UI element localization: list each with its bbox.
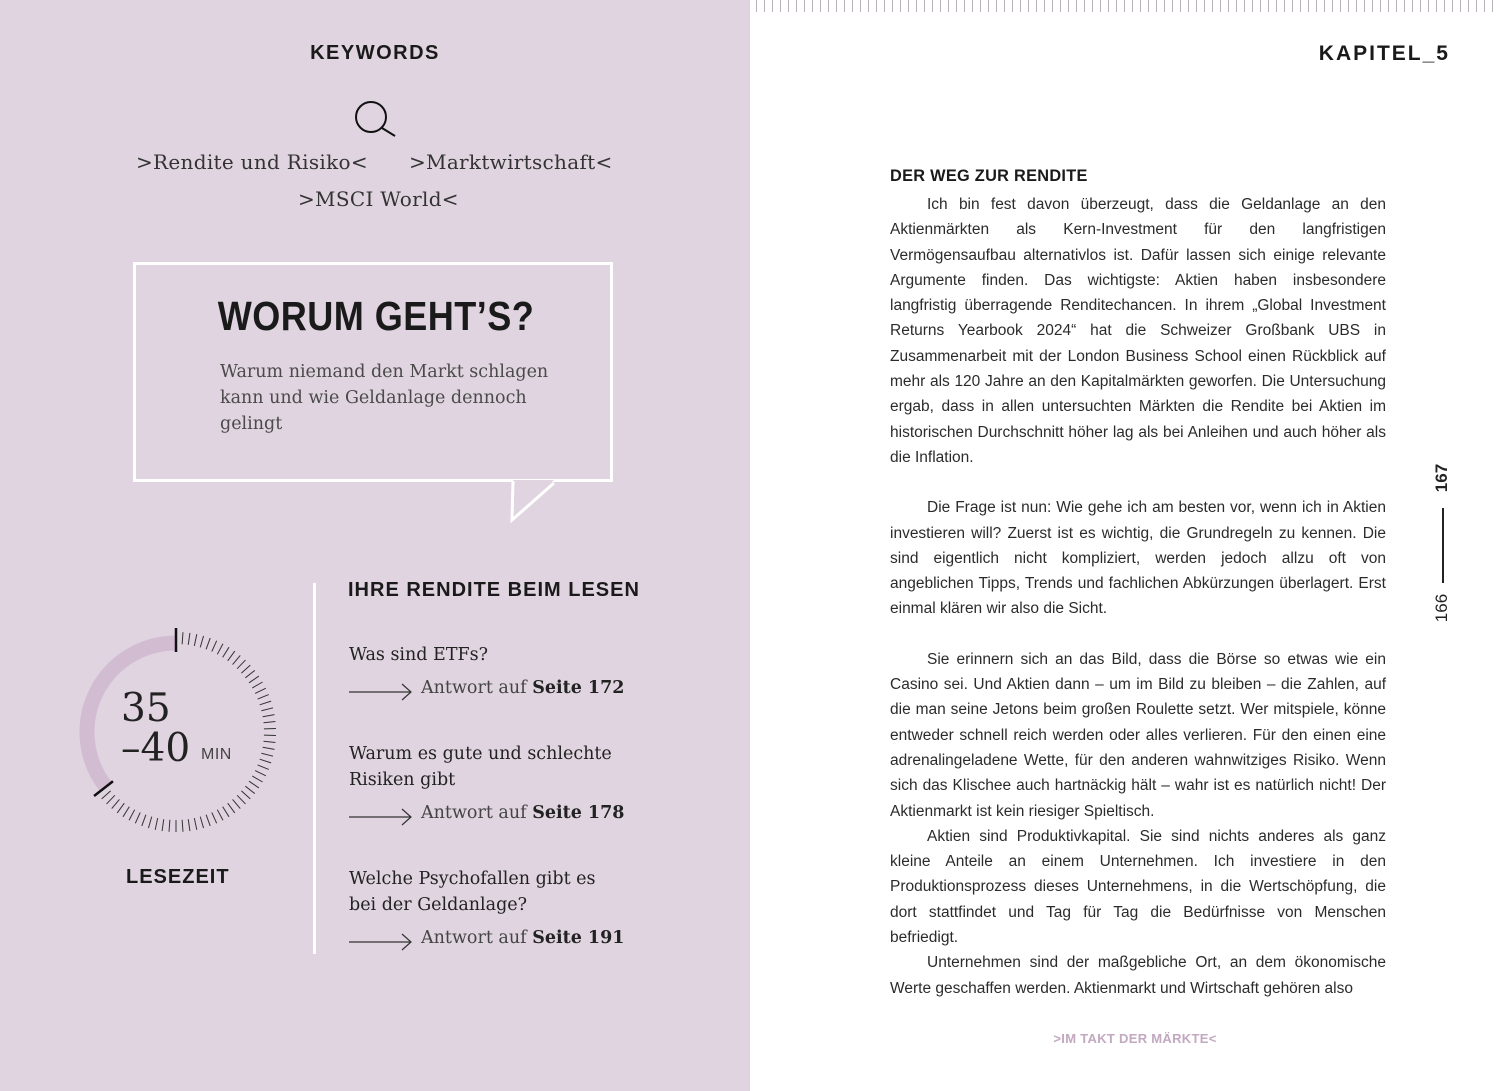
dial-tick [212, 812, 217, 823]
answer-prefix: Antwort auf [421, 678, 527, 698]
running-footer: >IM TAKT DER MÄRKTE< [1053, 1031, 1217, 1046]
dial-tick [194, 818, 196, 830]
dial-tick [200, 817, 203, 829]
dial-tick [182, 632, 183, 644]
keyword-rendite: >Rendite und Risiko< [136, 150, 368, 174]
dial-tick [200, 636, 203, 648]
dial-tick [223, 807, 229, 817]
dial-tick [217, 644, 223, 655]
chapter-label: KAPITEL_5 [1318, 42, 1450, 65]
reading-time-to: –40 [121, 726, 191, 771]
page-number-divider [1442, 508, 1444, 583]
dial-tick [245, 670, 254, 677]
dial-tick [241, 791, 250, 799]
dial-tick [258, 765, 269, 769]
dial-tick [255, 688, 266, 693]
dial-tick [252, 682, 262, 688]
body-text [890, 192, 1386, 1001]
dial-tick [233, 799, 241, 808]
dial-tick [263, 715, 275, 717]
dial-tick [245, 786, 254, 793]
reading-time-label: LESEZEIT [126, 866, 230, 888]
paragraph: Unternehmen sind der maßgebliche Ort, an dem ökonomische Werte geschaffen werden. Aktienmarkt und Wirtschaft gehören also [890, 954, 1386, 997]
keyword-marktwirtschaft: >Marktwirtschaft< [409, 150, 613, 174]
dial-tick [261, 753, 273, 756]
arrow-right-icon [349, 933, 413, 951]
dial-tick [194, 634, 196, 646]
dial-tick [169, 820, 170, 832]
summary-box [133, 262, 613, 482]
box-title: WORUM GEHT’S? [217, 293, 535, 339]
reading-time-from: 35 [121, 686, 171, 731]
dial-tick [249, 781, 259, 788]
speech-bubble-tail [505, 480, 565, 525]
dial-tick [129, 810, 135, 821]
dial-tick [212, 641, 217, 652]
dial-tick [162, 819, 164, 831]
dial-tick [142, 815, 146, 826]
search-icon [351, 99, 399, 139]
dial-tick [263, 747, 275, 749]
dial-tick [261, 708, 273, 711]
section-title: DER WEG ZUR RENDITE [890, 166, 1088, 185]
dial-tick [217, 810, 223, 821]
keywords-title: KEYWORDS [310, 42, 440, 64]
dial-tick [102, 791, 111, 799]
question-2: Warum es gute und schlechte Risiken gibt [349, 744, 612, 790]
paragraph: Die Frage ist nun: Wie gehe ich am besten vor, wenn ich in Aktien investieren will? Zuerst ist es wichtig, die Grundregeln zu kennen. Die sind eigentlich nicht kompliziert, werden jedoch allzu oft von angeblichen Tipps, Trends und fachlichen Abkürzungen überlagert. Erst einmal klären wir also die Sicht. [890, 499, 1386, 618]
dial-tick [117, 803, 124, 813]
answer-page: Seite 178 [532, 803, 625, 823]
dial-tick [206, 815, 210, 826]
keyword-msci-world: >MSCI World< [298, 187, 459, 211]
dial-tick [107, 795, 115, 804]
dial-tick [188, 633, 190, 645]
dial-tick [264, 722, 276, 723]
arrow-right-icon [349, 683, 413, 701]
paragraph: Aktien sind Produktivkapital. Sie sind nichts anderes als ganz kleine Anteile an einem Unternehmen. Ich investiere in den Produktionsprozess dieses Unternehmens, in die Wertschöpfung, die dort stattfindet und Tag für Tag die Bedürfnisse von Menschen befriedigt. [890, 827, 1386, 947]
dial-tick [123, 807, 129, 817]
dial-tick [228, 803, 235, 813]
answer-page: Seite 172 [532, 678, 625, 698]
answer-prefix: Antwort auf [421, 928, 527, 948]
dial-tick [188, 819, 190, 831]
dial-tick [252, 776, 262, 782]
dial-tick [148, 817, 151, 829]
dial-tick [260, 701, 271, 705]
answer-prefix: Antwort auf [421, 803, 527, 823]
dial-tick [241, 665, 250, 673]
paragraph: Sie erinnern sich an das Bild, dass die Börse so etwas wie ein Casino sei. Und Aktien dann – um im Bild zu bleiben – die Zahlen, auf die man seine Jetons beim großen Roulette setzt. Wer mitspiele, könne entweder schnell reich werden oder alles verlieren. Für den einen eine adrenalingeladene Wette, für den anderen wahnwitziges Risiko. Wenn sich das Klischee auch hartnäckig hält – wahr ist es natürlich nicht! Der Aktienmarkt ist kein riesiger Spieltisch. [890, 650, 1386, 820]
dial-tick [206, 638, 210, 649]
arrow-right-icon [349, 808, 413, 826]
box-text: Warum niemand den Markt schlagen kann und wie Geldanlage dennoch gelingt [220, 362, 549, 434]
dial-tick [233, 655, 241, 664]
question-1: Was sind ETFs? [349, 645, 489, 665]
divider [313, 583, 316, 954]
returns-title: IHRE RENDITE BEIM LESEN [348, 579, 640, 601]
page-number-right: 167 [1432, 463, 1452, 493]
question-3: Welche Psychofallen gibt es bei der Geldanlage? [349, 869, 596, 915]
right-page [750, 0, 1500, 1091]
dial-tick [223, 647, 229, 657]
dial-tick [155, 818, 157, 830]
dial-tick [237, 795, 245, 804]
top-tick-rule [756, 0, 1494, 12]
dial-tick [182, 820, 183, 832]
dial-tick [135, 812, 140, 823]
dial-tick [260, 759, 271, 763]
reading-time-unit: MIN [201, 746, 232, 763]
paragraph: Ich bin fest davon überzeugt, dass die Geldanlage an den Aktienmärkten als Kern-Investment für den langfristigen Vermögensaufbau alternativlos ist. Dafür lassen sich einige relevante Argumente finden. Das wichtigste: Aktien haben insbesondere langfristig überragende Renditechancen. In ihrem „Global Investment Returns Yearbook 2024“ hat die Schweizer Großbank UBS in Zusammenarbeit mit der London Business School einen Rückblick auf mehr als 120 Jahre an den Kapitalmärkten geworfen. Die Untersuchung ergab, dass in allen untersuchten Märkten die Rendite bei Aktien im historischen Durchschnitt höher lag als bei Anleihen und auch höher als die Inflation. [890, 196, 1386, 466]
dial-tick [228, 651, 235, 661]
dial-tick [249, 676, 259, 683]
dial-tick [112, 799, 120, 808]
dial-tick [264, 741, 276, 742]
dial-tick [255, 771, 266, 776]
dial-tick [237, 660, 245, 669]
page-number-left: 166 [1432, 593, 1452, 623]
answer-page: Seite 191 [532, 928, 625, 948]
dial-tick [258, 695, 269, 699]
